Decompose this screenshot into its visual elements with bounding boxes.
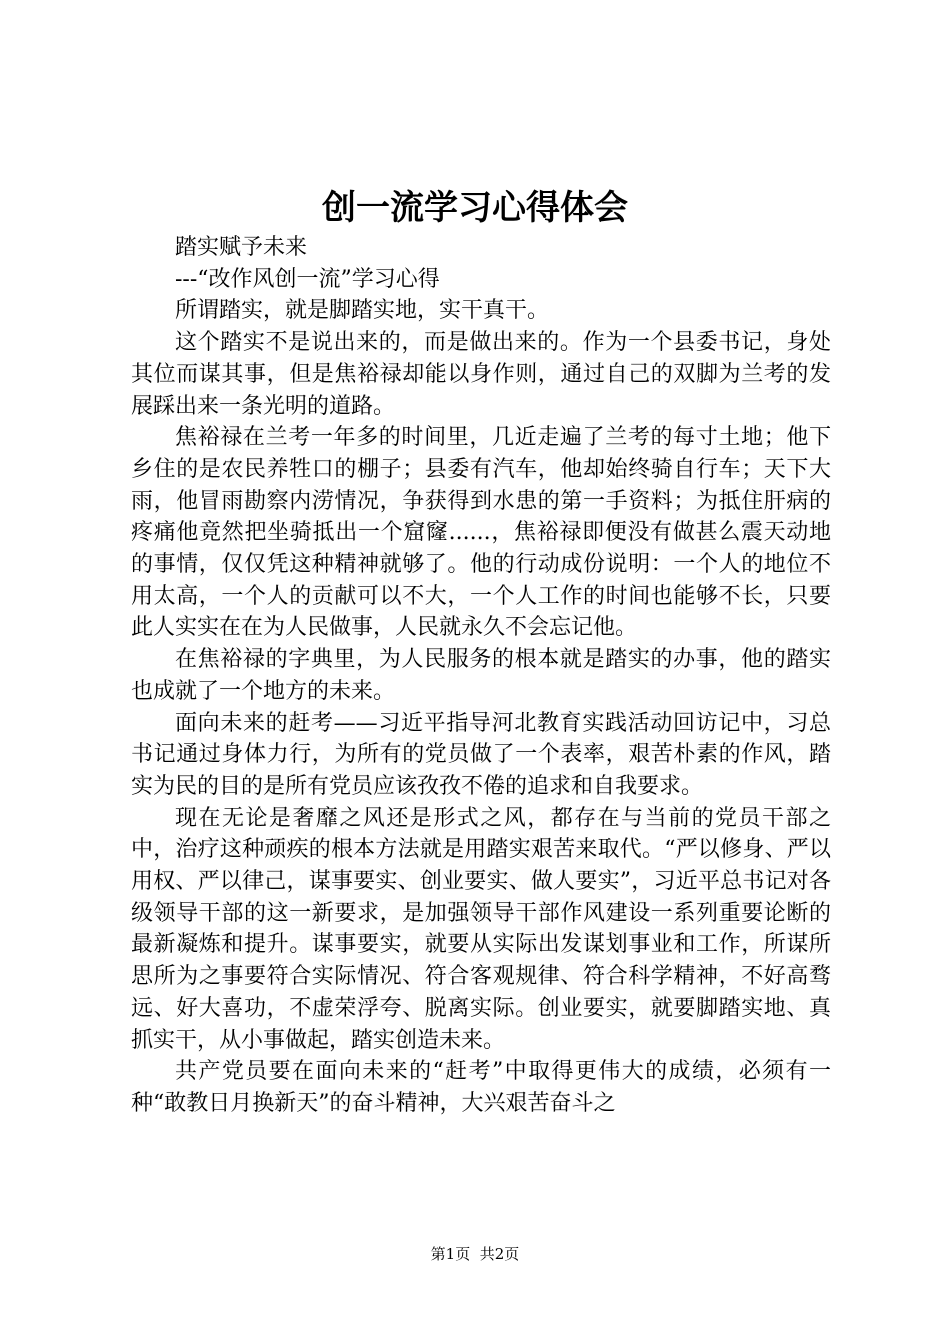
paragraph: 这个踏实不是说出来的，而是做出来的。作为一个县委书记，身处其位而谋其事，但是焦裕禄却能以身作则，通过自己的双脚为兰考的发展踩出来一条光明的道路。: [131, 330, 831, 419]
paragraph: 在焦裕禄的字典里，为人民服务的根本就是踏实的办事，他的踏实也成就了一个地方的未来。: [131, 647, 831, 704]
page-footer: [0, 1243, 950, 1264]
document-body: [131, 232, 831, 1120]
paragraph: 所谓踏实，就是脚踏实地，实干真干。: [175, 298, 550, 324]
paragraph: 面向未来的赶考——习近平指导河北教育实践活动回访记中，习总书记通过身体力行，为所有的党员做了一个表率，艰苦朴素的作风，踏实为民的目的是所有党员应该孜孜不倦的追求和自我要求。: [131, 710, 831, 799]
paragraph: 现在无论是奢靡之风还是形式之风，都存在与当前的党员干部之中，治疗这种顽疾的根本方法就是用踏实艰苦来取代。“严以修身、严以用权、严以律己，谋事要实、创业要实、做人要实”，习近平总书记对各级领导干部的这一新要求，是加强领导干部作风建设一系列重要论断的最新凝炼和提升。谋事要实，就要从实际出发谋划事业和工作，所谋所思所为之事要符合实际情况、符合客观规律、符合科学精神，不好高骛远、好大喜功，不虚荣浮夸、脱离实际。创业要实，就要脚踏实地、真抓实干，从小事做起，踏实创造未来。: [131, 805, 831, 1053]
page-number: 第1页: [430, 1245, 471, 1263]
document-title: 创一流学习心得体会: [322, 188, 628, 228]
page-total: 共2页: [479, 1245, 520, 1263]
paragraph: 共产党员要在面向未来的“赶考”中取得更伟大的成绩，必须有一种“敢教日月换新天”的奋斗精神，大兴艰苦奋斗之: [131, 1059, 831, 1116]
paragraph: 踏实赋予未来: [175, 235, 308, 260]
paragraph: ---“改作风创一流”学习心得: [175, 266, 440, 292]
paragraph: 焦裕禄在兰考一年多的时间里，几近走遍了兰考的每寸土地；他下乡住的是农民养牲口的棚子；县委有汽车，他却始终骑自行车；天下大雨，他冒雨勘察内涝情况，争获得到水患的第一手资料；为抵住肝病的疼痛他竟然把坐骑抵出一个窟窿......，焦裕禄即便没有做甚么震天动地的事情，仅仅凭这种精神就够了。他的行动成份说明：一个人的地位不用太高，一个人的贡献可以不大，一个人工作的时间也能够不长，只要此人实实在在为人民做事，人民就永久不会忘记他。: [131, 425, 831, 641]
